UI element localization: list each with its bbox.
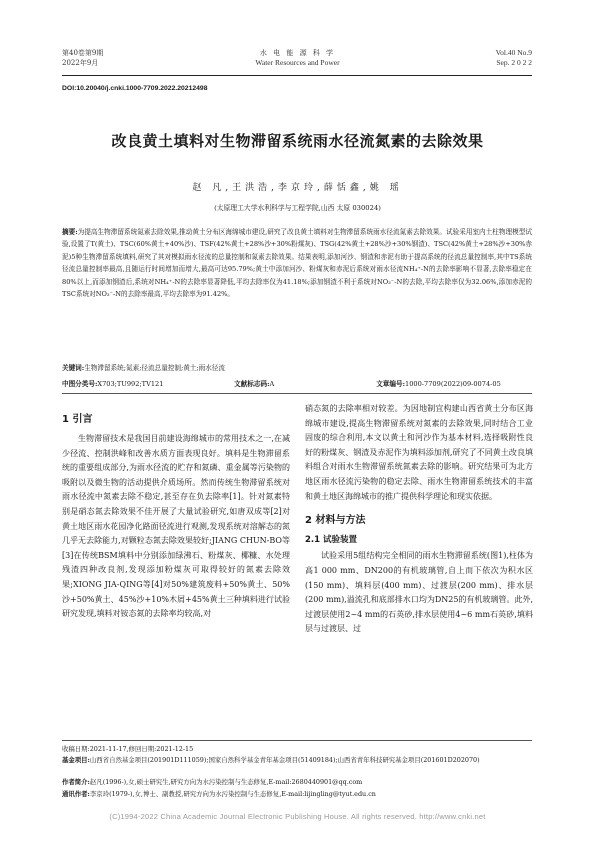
- section-2-heading: 2 材料与方法: [305, 515, 366, 527]
- clc-value: X703;TU992;TV121: [97, 380, 164, 388]
- footnote-author: [62, 777, 532, 787]
- abstract: [62, 226, 532, 300]
- clc-label: 中图分类号:: [62, 380, 98, 388]
- author-list: 赵 凡,王洪浩,李京玲,薛恬鑫,姚 瑶: [192, 183, 403, 193]
- footnote-received: 收稿日期:2021-11-17,修回日期:2021-12-15: [62, 745, 194, 753]
- header-volume: 第40卷第9期: [62, 49, 104, 57]
- article-id-label: 文章编号:: [376, 380, 406, 388]
- header-rule: [62, 75, 532, 76]
- footnote-corresponding: [62, 789, 532, 799]
- right-column: [305, 402, 533, 637]
- section-2-1-heading: 2.1 试验装置: [305, 534, 358, 545]
- setup-paragraph: 试验采用5组结构完全相同的雨水生物滞留系统(图1),柱体为高1 000 mm、DN200的有机玻璃管,自上而下依次为积水区(150 mm)、填料层(400 mm)、过渡层(200 mm)、排水层(200 mm),溢流孔和底部排水口均为DN25的有机玻璃管。此外,过渡层使用2~4 mm的石英砂,排水层使用4~6 mm石英砂,填料层与过渡层、过: [305, 551, 533, 634]
- section-1-heading: 1 引言: [62, 414, 93, 425]
- header-volume-en: [420, 48, 532, 68]
- doi: DOI:10.20040/j.cnki.1000-7709.2022.20212498: [62, 85, 208, 92]
- left-column: [62, 432, 290, 622]
- fund-text: 山西省自然基金项目(201901D111059);国家自然科学基金青年基金项目(51409184);山西省青年科技研究基金项目(201601D202070): [89, 756, 480, 764]
- keywords: [62, 362, 532, 372]
- intro-paragraph: 生物滞留技术是我国目前建设海绵城市的常用技术之一,在减少径流、控制洪峰和改善水质方面表现良好。填料是生物滞留系统的重要组成部分,为雨水径流的贮存和氮磷、重金属等污染物的吸附以及微生物的活动提供介质场所。然而传统生物滞留系统对雨水径流中氮素去除不稳定,甚至存在负去除率[1]。针对氮素特别是硝态氮去除效果不佳开展了大量试验研究,如唐双成等[2]对黄土地区雨水花园净化路面径流进行观测,发现系统对溶解态的氮几乎无去除能力,对颗粒态氮去除效果较好;JIANG CHUN-BO等[3]在传统BSM填料中分别添加绿沸石、粉煤灰、椰糠、水处理残渣四种改良剂,发现添加粉煤灰可取得较好的氮素去除效果;XIONG JIA-QING等[4]对50%建筑废料+50%黄土、50%沙+50%黄土、45%沙+10%木屑+45%黄土三种填料进行试验研究发现,填料对铵态氮的去除率均较高,对: [62, 434, 290, 619]
- journal-name-en: Water Resources and Power: [255, 58, 340, 67]
- abstract-label: 摘要:: [62, 228, 78, 236]
- corresponding-label: 通讯作者:: [62, 790, 90, 798]
- doc-code-value: A: [269, 380, 275, 388]
- journal-name-cn: 水 电 能 源 科 学: [259, 49, 336, 57]
- footnote-rule: [62, 740, 532, 741]
- fund-label: 基金项目:: [62, 756, 90, 764]
- header-date: 2022年9月: [62, 59, 99, 67]
- keywords-text: 生物滞留系统;氮素;径流总量控制;黄土;雨水径流: [84, 364, 225, 372]
- copyright-notice: (C)1994-2022 China Academic Journal Electronic Publishing House. All rights reserved. http://www.cnki.net: [109, 812, 486, 821]
- article-id-value: 1000-7709(2022)09-0074-05: [405, 380, 501, 388]
- intro-paragraph-continued: 硝态氮的去除率相对较差。为因地制宜构建山西省黄土分布区海绵城市建设,提高生物滞留系统对氮素的去除效果,同时结合工业固废的综合利用,本文以黄土和河沙作为基本材料,选择吸附性良好的粉煤灰、钢渣及赤泥作为填料添加剂,研究了不同黄土改良填料组合对雨水生物滞留系统氮素去除的影响。研究结果可为北方地区雨水径流污染物的稳定去除、雨水生物滞留系统技术的丰富和黄土地区海绵城市的推广提供科学理论和现实依据。: [305, 404, 533, 501]
- affiliation: (太原理工大学水利科学与工程学院,山西 太原 030024): [214, 204, 381, 212]
- doc-code-label: 文献标志码:: [234, 380, 270, 388]
- classification-line: [62, 378, 532, 388]
- keywords-label: 关键词:: [62, 364, 85, 372]
- header-month-year: Sep. 2 0 2 2: [496, 58, 532, 67]
- abstract-text: 为提高生物滞留系统氮素去除效果,推动黄土分布区海绵城市建设,研究了改良黄土填料对生物滞留系统雨水径流氮素去除效果。试验采用室内土柱物理模型试验,设置了T(黄土)、TSC(60%黄土+40%沙)、TSF(42%黄土+28%沙+30%粉煤灰)、TSG(42%黄土+28%沙+30%钢渣)、TSC(42%黄土+28%沙+30%赤泥)5种生物滞留系统填料,研究了其对模拟雨水径流的总量控制和氮素去除效果。结果表明,添加河沙、钢渣和赤泥有助于提高系统的径流总量控制率,其中TS系统径流总量控制率最高,且随运行时间增加而增大,最高可达95.79%;黄土中添加河沙、粉煤灰和赤泥后系统对雨水径流NH₄⁺-N的去除率影响不显著,去除率稳定在80%以上,而添加钢渣后,系统对NH₄⁺-N的去除率显著降低,平均去除率仅为41.18%;添加钢渣不利于系统对NO₃⁻-N的去除,平均去除率仅为32.06%,添加赤泥的TSC系统对NO₃⁻-N的去除率最高,平均去除率为91.42%。: [62, 228, 532, 299]
- author-bio-text: 赵凡(1996-),女,硕士研究生,研究方向为水污染控制与生态修复,E-mail:2680440901@qq.com: [89, 778, 363, 786]
- corresponding-text: 李京玲(1979-),女,博士、副教授,研究方向为水污染控制与生态修复,E-mail:lijingling@tyut.edu.cn: [89, 790, 376, 798]
- abstract-rule: [62, 393, 532, 394]
- author-bio-label: 作者简介:: [62, 778, 90, 786]
- header-vol-no: Vol.40 No.9: [495, 48, 532, 57]
- paper-title: 改良黄土填料对生物滞留系统雨水径流氮素的去除效果: [111, 132, 484, 150]
- footnote-fund: [62, 755, 532, 765]
